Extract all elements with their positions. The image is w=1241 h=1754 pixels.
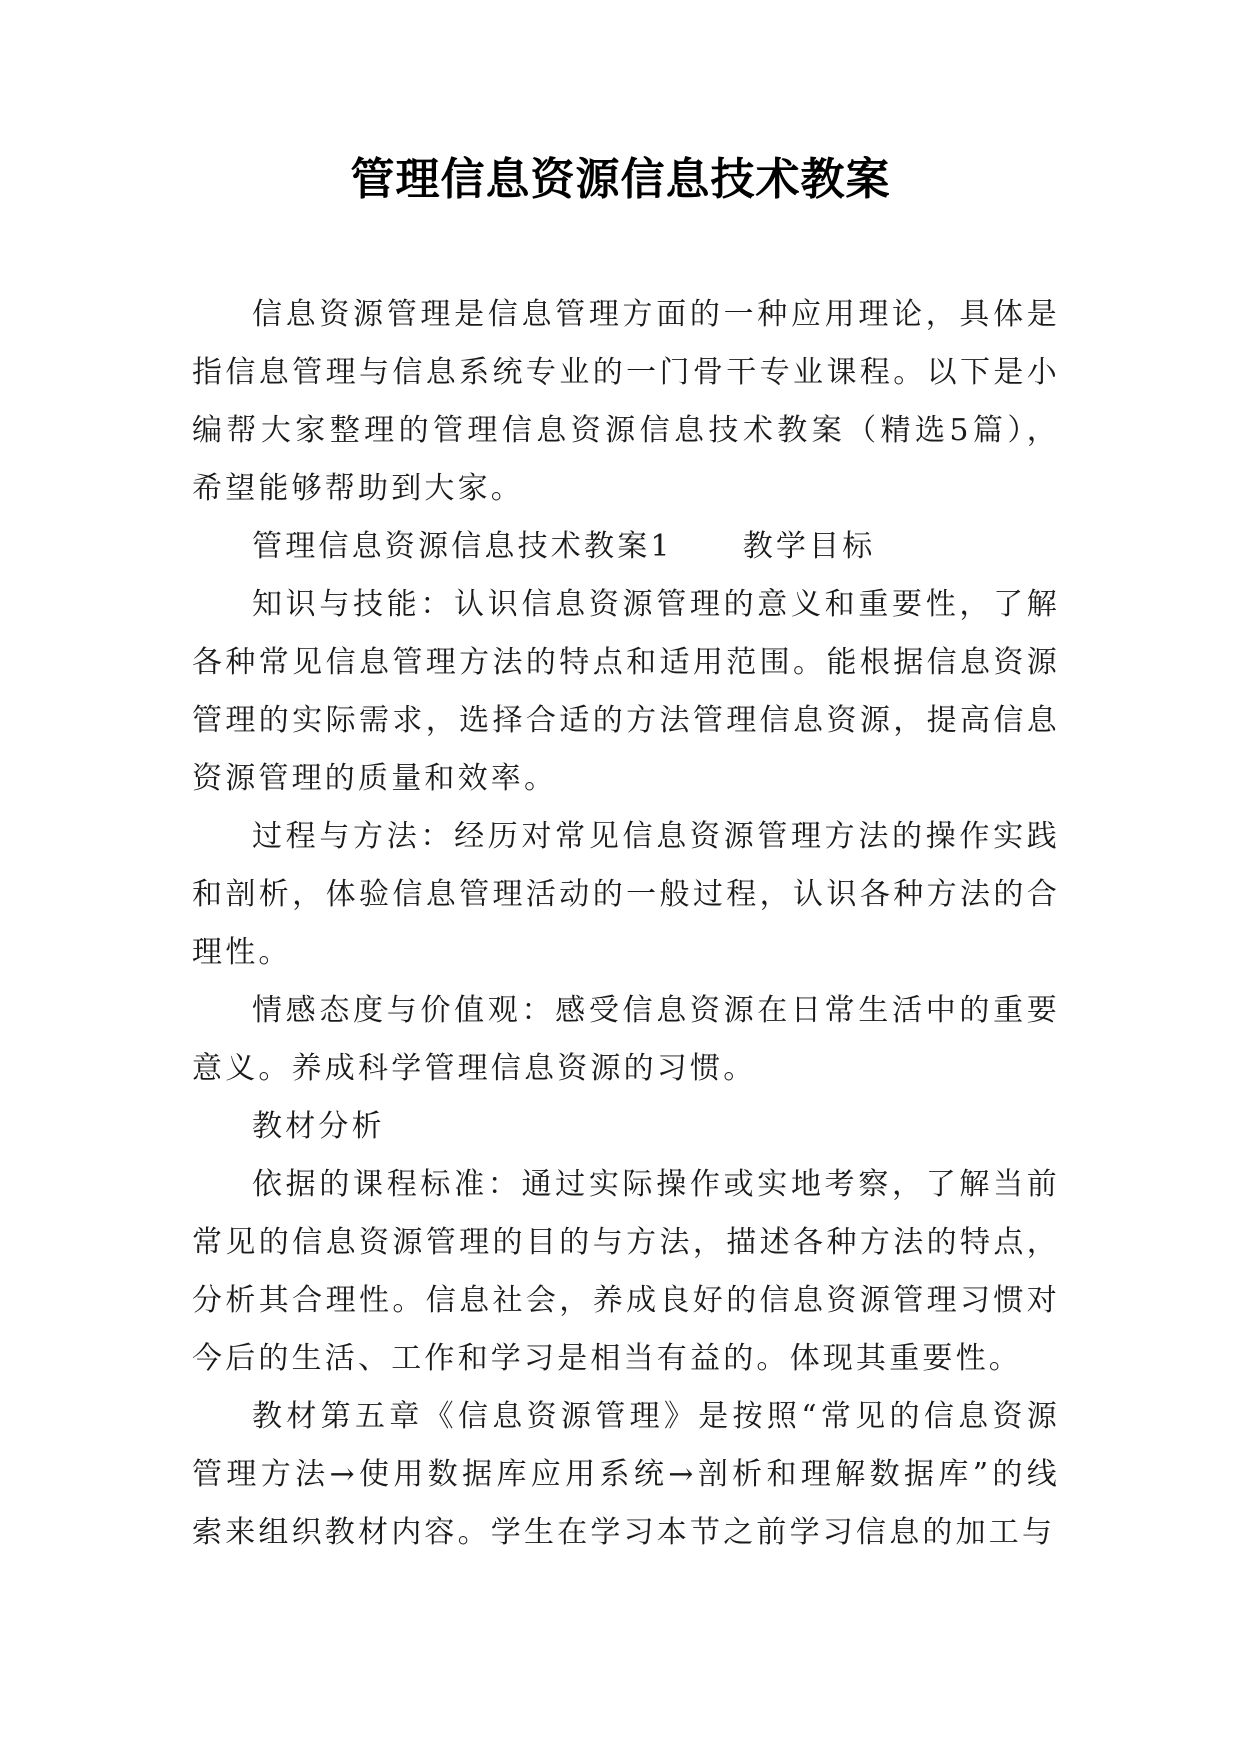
paragraph-knowledge-skills: 知识与技能：认识信息资源管理的意义和重要性，了解各种常见信息管理方法的特点和适用范围。能根据信息资源管理的实际需求，选择合适的方法管理信息资源，提高信息资源管理的质量和效率。 [192,587,1060,796]
intro-paragraph: 信息资源管理是信息管理方面的一种应用理论，具体是指信息管理与信息系统专业的一门骨干专业课程。以下是小编帮大家整理的管理信息资源信息技术教案（精选5篇），希望能够帮助到大家。 [192,297,1060,506]
document-body [192,286,1060,1562]
paragraph-material-analysis-heading: 教材分析 [252,1109,385,1144]
paragraph-process-method: 过程与方法：经历对常见信息资源管理方法的操作实践和剖析，体验信息管理活动的一般过程，认识各种方法的合理性。 [192,819,1060,970]
section-heading-line [192,518,1060,576]
section-heading: 管理信息资源信息技术教案1 [252,529,673,564]
paragraph-curriculum-standard: 依据的课程标准：通过实际操作或实地考察，了解当前常见的信息资源管理的目的与方法，描述各种方法的特点，分析其合理性。信息社会，养成良好的信息资源管理习惯对今后的生活、工作和学习是相当有益的。体现其重要性。 [192,1167,1060,1376]
document-title: 管理信息资源信息技术教案 [350,154,891,205]
paragraph-attitude-values: 情感态度与价值观：感受信息资源在日常生活中的重要意义。养成科学管理信息资源的习惯。 [192,993,1060,1086]
section-subheading: 教学目标 [742,529,876,564]
paragraph-chapter-five: 教材第五章《信息资源管理》是按照“常见的信息资源管理方法→使用数据库应用系统→剖析和理解数据库”的线索来组织教材内容。学生在学习本节之前学习信息的加工与 [192,1399,1060,1550]
